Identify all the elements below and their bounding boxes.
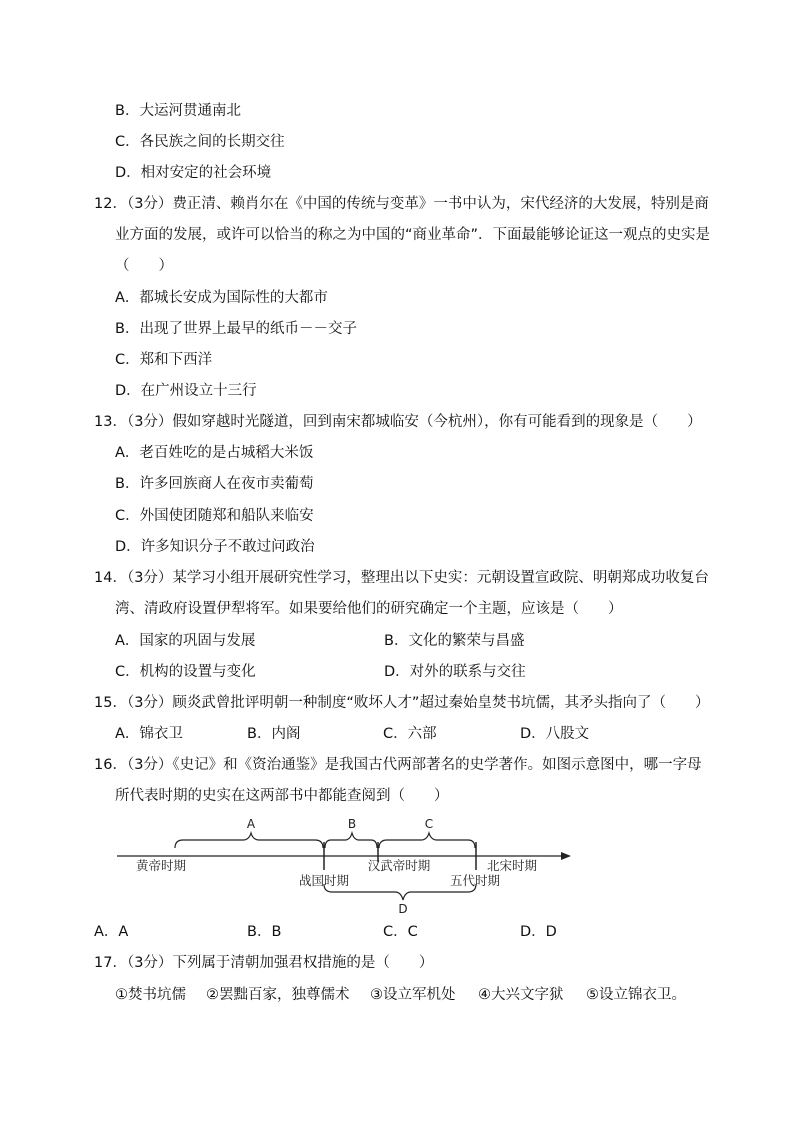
q16-option-b: B．B [247, 924, 282, 940]
q12-option-c: C．郑和下西洋 [115, 352, 213, 368]
q12-option-a: A．都城长安成为国际性的大都市 [115, 290, 328, 306]
q13-stem-line1: 13．（3分）假如穿越时光隧道，回到南宋都城临安（今杭州），你有可能看到的现象是（ ） [94, 414, 702, 430]
q15-option-c: C．六部 [383, 726, 437, 742]
q13-option-d: D．许多知识分子不敢过问政治 [115, 539, 315, 555]
q14-option-d: D．对外的联系与交往 [384, 664, 526, 680]
q16-stem-line1: 16．（3分）《史记》和《资治通鉴》是我国古代两部著名的史学著作。如图示意图中，哪一字母 [94, 757, 702, 773]
q15-option-a: A．锦衣卫 [115, 726, 183, 742]
q16-option-c: C．C [383, 924, 418, 940]
label-b: B [347, 817, 357, 831]
q17-item-3: ③设立军机处 [370, 987, 456, 1003]
q17-item-1: ①焚书坑儒 [115, 987, 186, 1003]
q14-option-a: A．国家的巩固与发展 [115, 633, 256, 649]
label-a: A [246, 817, 256, 831]
q17-item-2: ②罢黜百家，独尊儒术 [206, 987, 350, 1003]
q13-option-c: C．外国使团随郑和船队来临安 [115, 508, 314, 524]
brace-a [175, 833, 323, 848]
q15-option-d: D．八股文 [520, 726, 590, 742]
brace-c [379, 833, 475, 848]
q12-option-b: B．出现了世界上最早的纸币－－交子 [115, 321, 357, 337]
label-d: D [398, 902, 408, 916]
q12-stem-line3: （ ） [115, 258, 173, 274]
q16-timeline-diagram [115, 812, 575, 920]
q16-option-d: D．D [520, 924, 557, 940]
label-c: C [424, 817, 434, 831]
timeline-arrow-icon [561, 852, 571, 860]
q13-option-a: A．老百姓吃的是占城稻大米饭 [115, 445, 314, 461]
q14-stem-line2: 湾、清政府设置伊犁将军。如果要给他们的研究确定一个主题，应该是（ ） [115, 601, 623, 617]
q13-option-b: B．许多回族商人在夜市卖葡萄 [115, 476, 314, 492]
period-zhanguo: 战国时期 [298, 873, 350, 888]
q11-option-d: D．相对安定的社会环境 [115, 165, 272, 181]
q12-stem-line2: 业方面的发展，或许可以恰当的称之为中国的“商业革命”．下面最能够论证这一观点的史实是 [115, 227, 711, 243]
period-wudai: 五代时期 [449, 873, 501, 888]
q17-item-5: ⑤设立锦衣卫。 [586, 987, 686, 1003]
q11-option-b: B．大运河贯通南北 [115, 103, 241, 119]
period-beisong: 北宋时期 [486, 858, 538, 873]
q12-option-d: D．在广州设立十三行 [115, 383, 257, 399]
q15-stem-line1: 15．（3分）顾炎武曾批评明朝一种制度“败坏人才”超过秦始皇焚书坑儒，其矛头指向了（ ） [94, 695, 710, 711]
q14-option-c: C．机构的设置与变化 [115, 664, 256, 680]
q15-option-b: B．内阁 [247, 726, 301, 742]
q16-stem-line2: 所代表时期的史实在这两部书中都能查阅到（ ） [115, 788, 449, 804]
q14-stem-line1: 14．（3分）某学习小组开展研究性学习，整理出以下史实：元朝设置宣政院、明朝郑成功收复台 [94, 570, 709, 586]
brace-b [325, 833, 377, 848]
period-huangdi: 黄帝时期 [135, 858, 187, 873]
q12-stem-line1: 12．（3分）费正清、赖肖尔在《中国的传统与变革》一书中认为，宋代经济的大发展，特别是商 [94, 196, 709, 212]
period-hanwudi: 汉武帝时期 [367, 858, 431, 873]
q17-item-4: ④大兴文字狱 [478, 987, 564, 1003]
q17-stem-line1: 17．（3分）下列属于清朝加强君权措施的是（ ） [94, 955, 434, 971]
q14-option-b: B．文化的繁荣与昌盛 [384, 633, 525, 649]
q16-option-a: A．A [94, 924, 129, 940]
q11-option-c: C．各民族之间的长期交往 [115, 134, 285, 150]
